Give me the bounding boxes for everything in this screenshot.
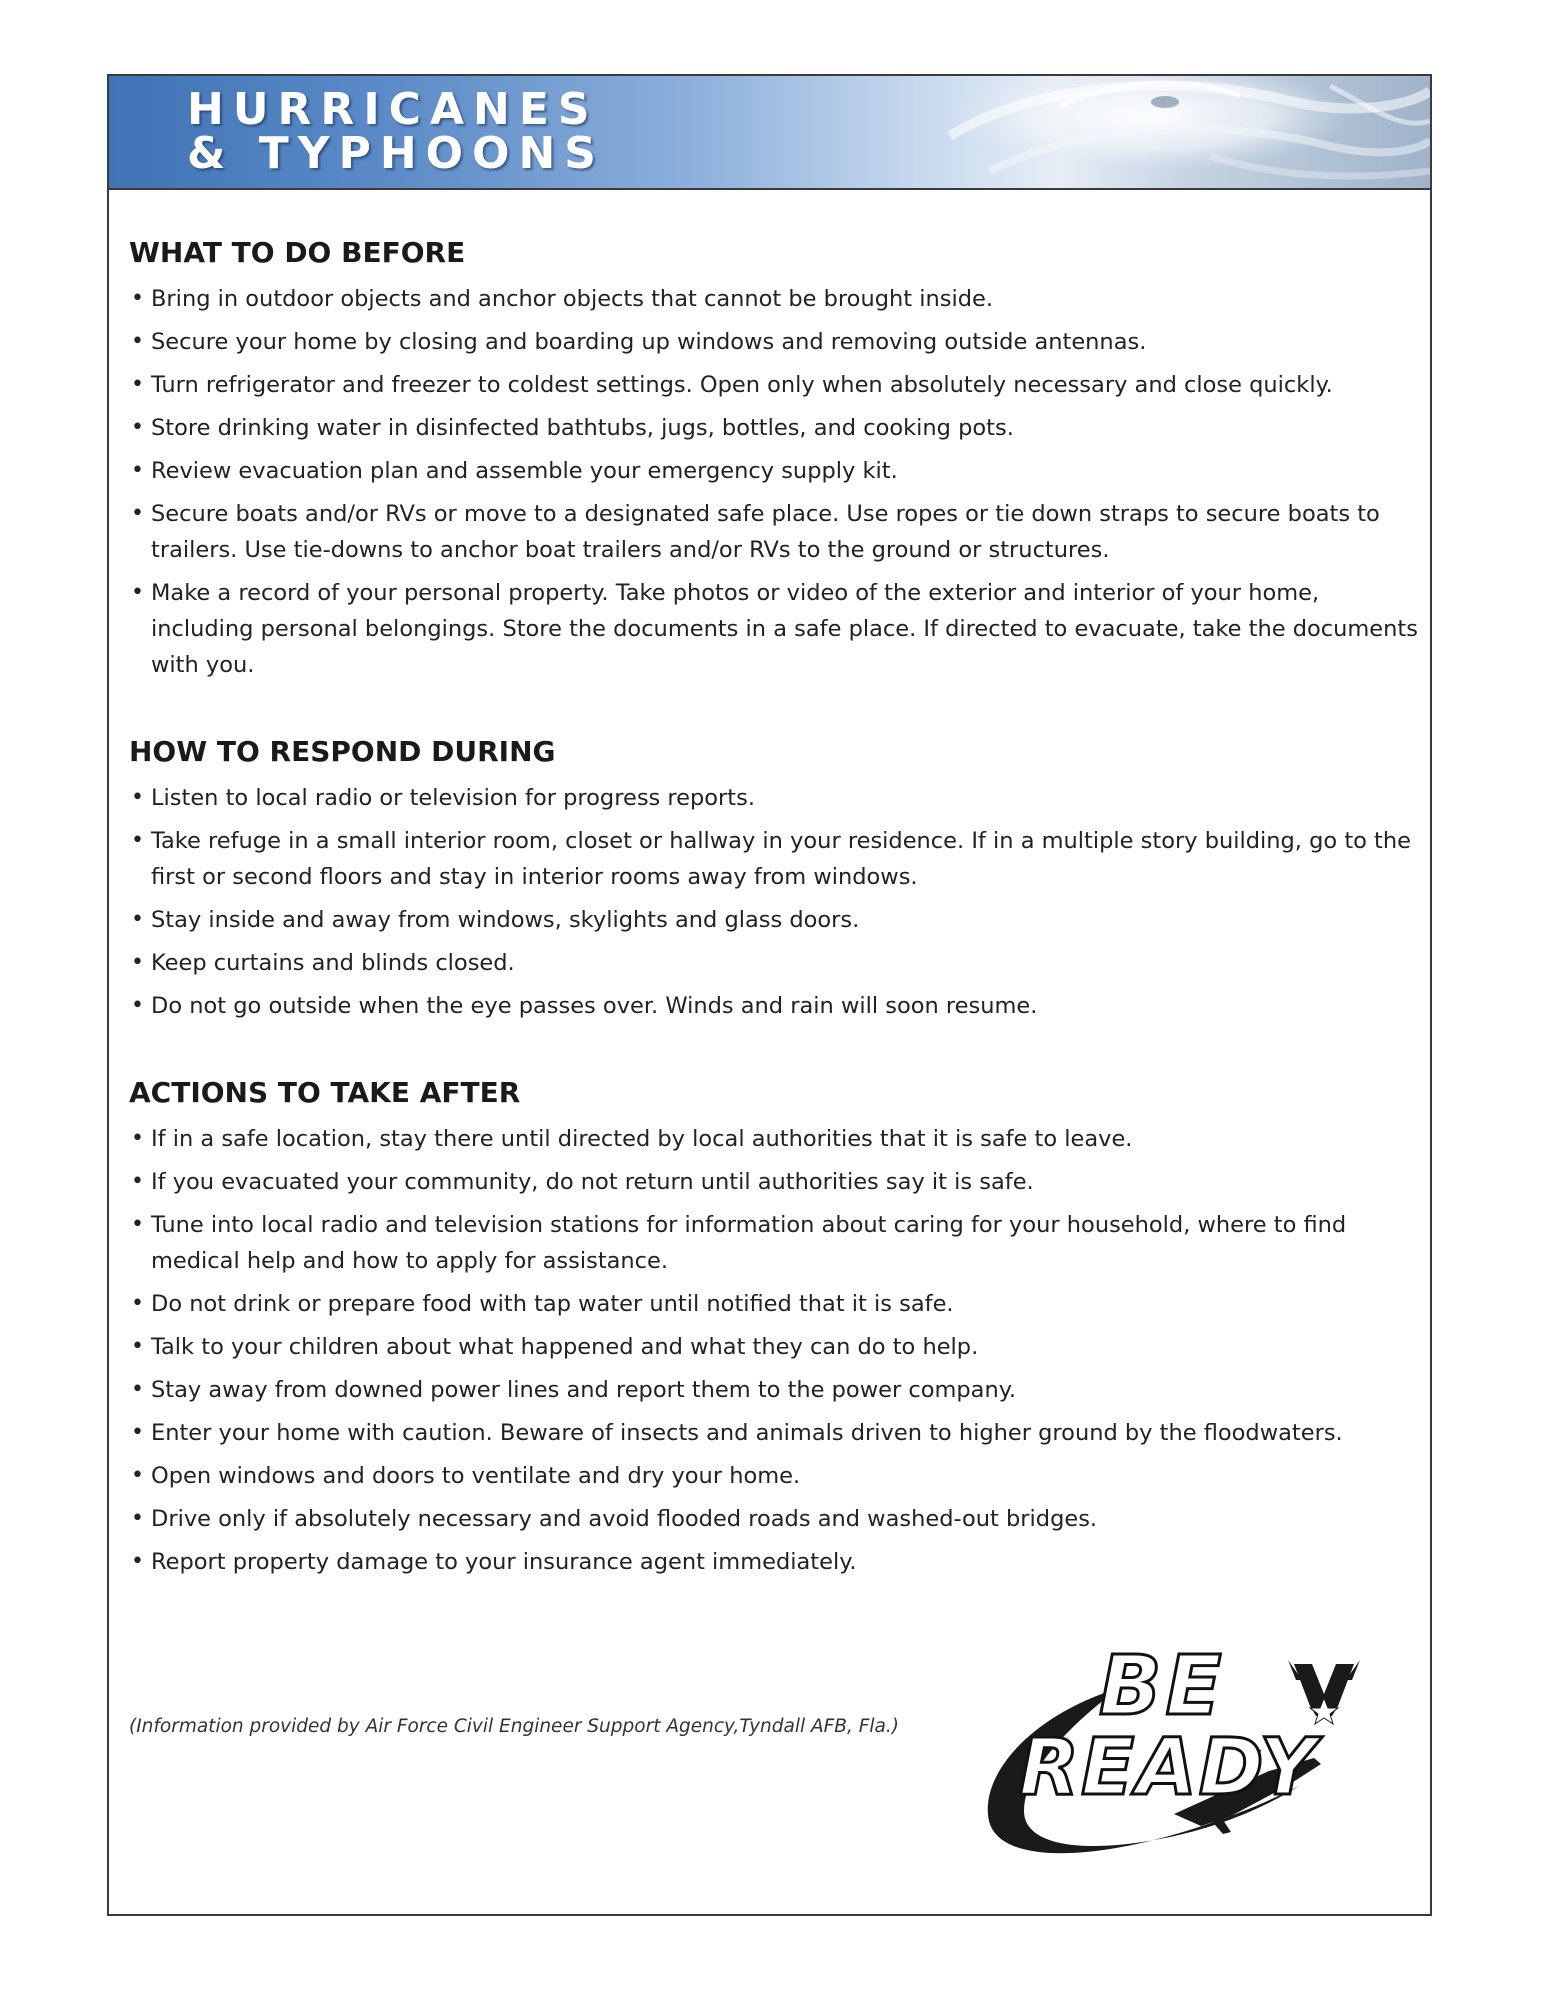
section-heading: ACTIONS TO TAKE AFTER xyxy=(129,1076,521,1109)
list-item: • Report property damage to your insurance agent immediately. xyxy=(129,1544,1419,1580)
content-area xyxy=(129,236,1419,1632)
section-during xyxy=(129,735,1419,1024)
list-item: • Review evacuation plan and assemble your emergency supply kit. xyxy=(129,453,1419,489)
list-item: • Enter your home with caution. Beware of insects and animals driven to higher ground by the floodwaters. xyxy=(129,1415,1419,1451)
list-item: • Make a record of your personal property. Take photos or video of the exterior and interior of your home, including personal belongings. Store the documents in a safe place. If directed to evacuate, take the documents with you. xyxy=(129,575,1419,683)
bullet-list xyxy=(129,281,1419,683)
list-item: • Keep curtains and blinds closed. xyxy=(129,945,1419,981)
hurricane-satellite-image xyxy=(910,76,1430,188)
be-ready-logo xyxy=(969,1636,1409,1866)
list-item: • Stay away from downed power lines and report them to the power company. xyxy=(129,1372,1419,1408)
banner-title xyxy=(187,84,605,179)
list-item: • Do not drink or prepare food with tap water until notified that it is safe. xyxy=(129,1286,1419,1322)
list-item: • Do not go outside when the eye passes over. Winds and rain will soon resume. xyxy=(129,988,1419,1024)
list-item: • Stay inside and away from windows, skylights and glass doors. xyxy=(129,902,1419,938)
section-after xyxy=(129,1076,1419,1580)
logo-line-ready: READY xyxy=(1019,1723,1318,1813)
list-item: • Store drinking water in disinfected bathtubs, jugs, bottles, and cooking pots. xyxy=(129,410,1419,446)
bullet-list xyxy=(129,1121,1419,1580)
section-heading: HOW TO RESPOND DURING xyxy=(129,735,556,768)
list-item: • Listen to local radio or television for progress reports. xyxy=(129,780,1419,816)
section-heading: WHAT TO DO BEFORE xyxy=(129,236,466,269)
source-note: (Information provided by Air Force Civil Engineer Support Agency,Tyndall AFB, Fla.) xyxy=(129,1716,899,1737)
banner-title-line-2: & TYPHOONS xyxy=(187,128,605,179)
section-before xyxy=(129,236,1419,683)
list-item: • If in a safe location, stay there until directed by local authorities that it is safe to leave. xyxy=(129,1121,1419,1157)
logo-line-be: BE xyxy=(1099,1639,1226,1734)
air-force-wings-icon xyxy=(1288,1660,1360,1724)
list-item: • Tune into local radio and television stations for information about caring for your household, where to find medical help and how to apply for assistance. xyxy=(129,1207,1419,1279)
bullet-list xyxy=(129,780,1419,1024)
list-item: • If you evacuated your community, do not return until authorities say it is safe. xyxy=(129,1164,1419,1200)
list-item: • Secure your home by closing and boarding up windows and removing outside antennas. xyxy=(129,324,1419,360)
list-item: • Drive only if absolutely necessary and avoid flooded roads and washed-out bridges. xyxy=(129,1501,1419,1537)
title-banner xyxy=(109,76,1430,190)
list-item: • Turn refrigerator and freezer to coldest settings. Open only when absolutely necessary and close quickly. xyxy=(129,367,1419,403)
list-item: • Take refuge in a small interior room, closet or hallway in your residence. If in a multiple story building, go to the first or second floors and stay in interior rooms away from windows. xyxy=(129,823,1419,895)
list-item: • Secure boats and/or RVs or move to a designated safe place. Use ropes or tie down straps to secure boats to trailers. Use tie-downs to anchor boat trailers and/or RVs to the ground or structures. xyxy=(129,496,1419,568)
page-frame xyxy=(107,74,1432,1916)
list-item: • Bring in outdoor objects and anchor objects that cannot be brought inside. xyxy=(129,281,1419,317)
list-item: • Talk to your children about what happened and what they can do to help. xyxy=(129,1329,1419,1365)
banner-title-line-1: HURRICANES xyxy=(187,84,599,135)
list-item: • Open windows and doors to ventilate and dry your home. xyxy=(129,1458,1419,1494)
